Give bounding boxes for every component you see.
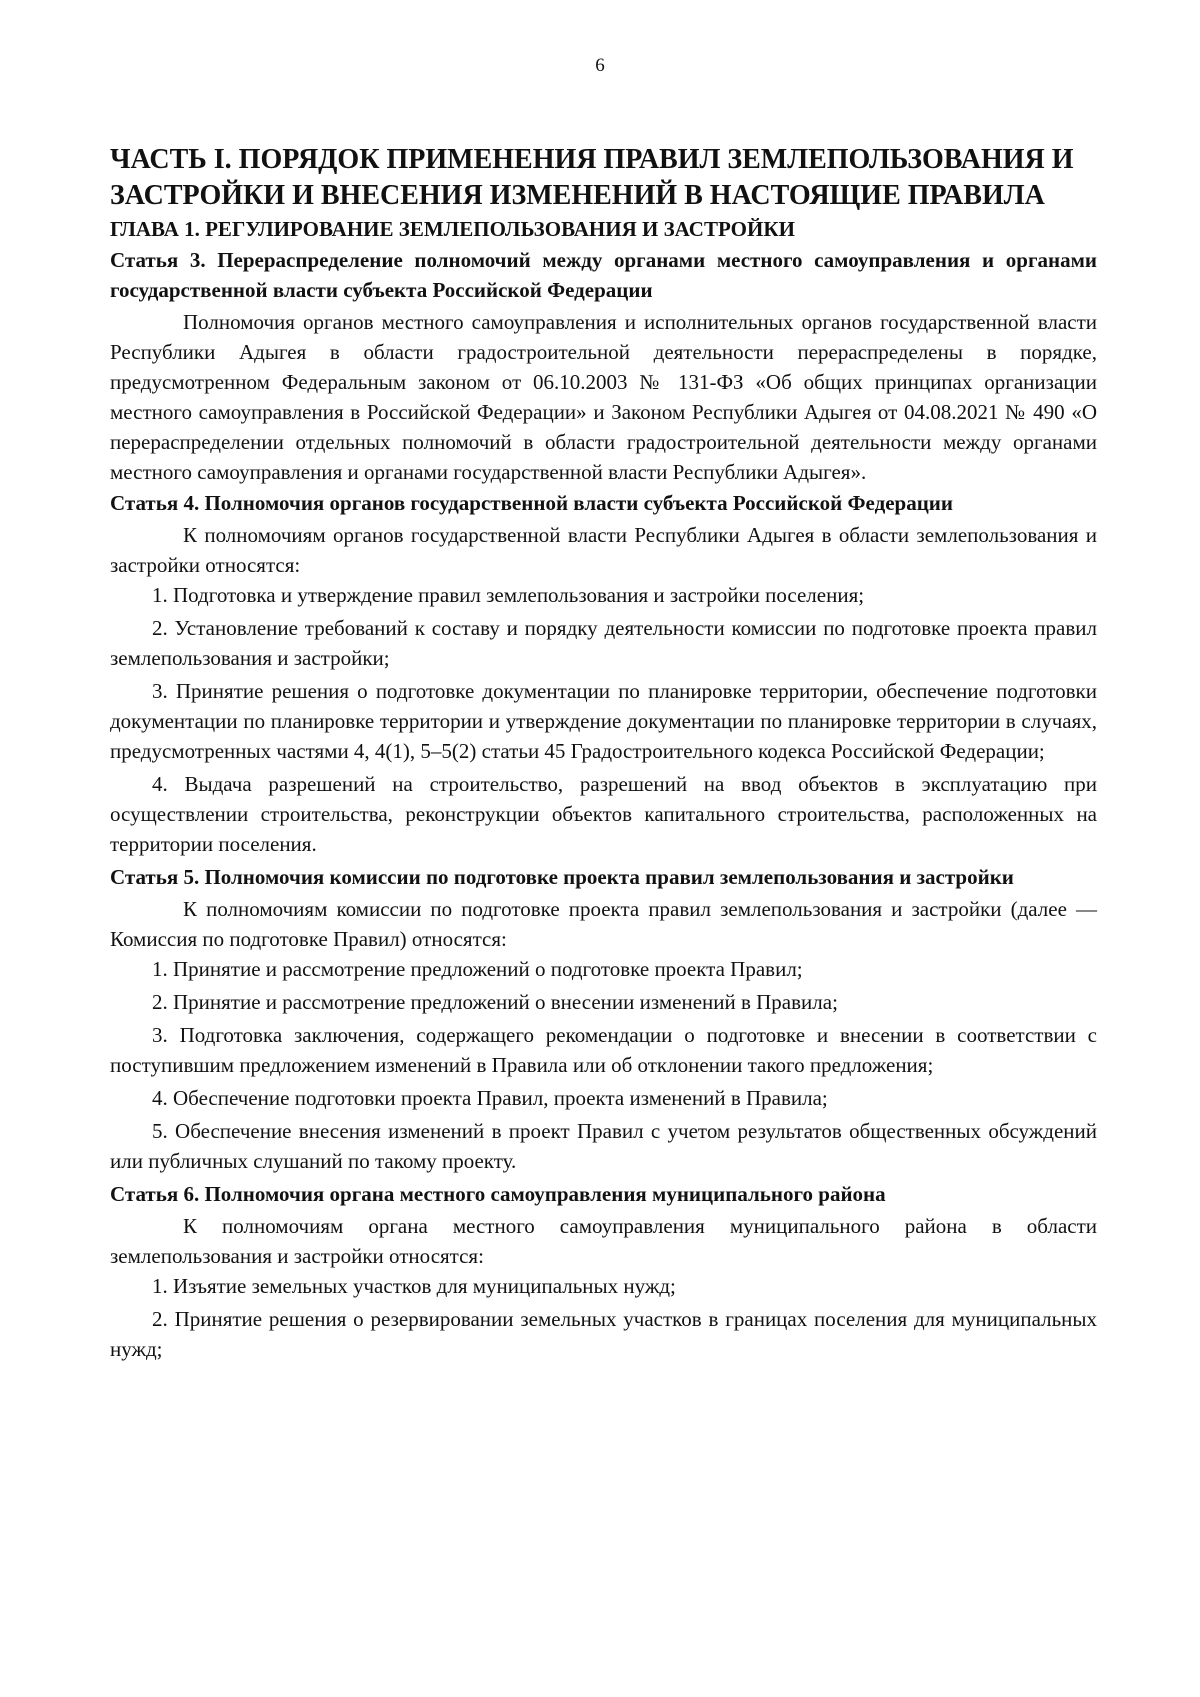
article-title: Статья 5. Полномочия комиссии по подготовке проекта правил землепользования и застройки	[110, 865, 1014, 889]
list-item: 2. Установление требований к составу и порядку деятельности комиссии по подготовке проекта правил землепользования и застройки;	[110, 616, 1097, 670]
list-item: 1. Подготовка и утверждение правил землепользования и застройки поселения;	[152, 583, 865, 607]
list-item: 3. Принятие решения о подготовке документации по планировке территории, обеспечение подготовки документации по планировке территории и утверждение документации по планировке территории в случаях, предусмотренных частями 4, 4(1), 5–5(2) статьи 45 Градостроительного кодекса Российской Федерации;	[110, 679, 1097, 763]
article-intro: К полномочиям органов государственной власти Республики Адыгея в области землепользования и застройки относятся:	[110, 523, 1097, 577]
article-intro: К полномочиям органа местного самоуправления муниципального района в области землепользования и застройки относятся:	[110, 1214, 1097, 1268]
part-title: ЧАСТЬ I. ПОРЯДОК ПРИМЕНЕНИЯ ПРАВИЛ ЗЕМЛЕПОЛЬЗОВАНИЯ И ЗАСТРОЙКИ И ВНЕСЕНИЯ ИЗМЕНЕНИЙ В НАСТОЯЩИЕ ПРАВИЛА	[110, 144, 1074, 211]
list-item: 5. Обеспечение внесения изменений в проект Правил с учетом результатов общественных обсуждений или публичных слушаний по такому проекту.	[110, 1119, 1097, 1173]
article-4	[110, 488, 1097, 859]
article-title: Статья 3. Перераспределение полномочий между органами местного самоуправления и органами государственной власти субъекта Российской Федерации	[110, 248, 1097, 302]
page-number: 6	[595, 55, 605, 76]
article-intro: К полномочиям комиссии по подготовке проекта правил землепользования и застройки (далее — Комиссия по подготовке Правил) относятся:	[110, 897, 1097, 951]
list-item: 4. Выдача разрешений на строительство, разрешений на ввод объектов в эксплуатацию при осуществлении строительства, реконструкции объектов капитального строительства, расположенных на территории поселения.	[110, 772, 1097, 856]
article-6	[110, 1179, 1097, 1364]
chapter-title: ГЛАВА 1. РЕГУЛИРОВАНИЕ ЗЕМЛЕПОЛЬЗОВАНИЯ И ЗАСТРОЙКИ	[110, 217, 795, 241]
article-3	[110, 245, 1097, 487]
list-item: 3. Подготовка заключения, содержащего рекомендации о подготовке и внесении в соответствии с поступившим предложением изменений в Правила или об отклонении такого предложения;	[110, 1023, 1097, 1077]
list-item: 2. Принятие решения о резервировании земельных участков в границах поселения для муниципальных нужд;	[110, 1307, 1097, 1361]
list-item: 4. Обеспечение подготовки проекта Правил, проекта изменений в Правила;	[152, 1086, 828, 1110]
article-5	[110, 862, 1097, 1176]
list-item: 2. Принятие и рассмотрение предложений о внесении изменений в Правила;	[152, 990, 838, 1014]
document-body	[110, 142, 1097, 1367]
article-intro: Полномочия органов местного самоуправления и исполнительных органов государственной власти Республики Адыгея в области градостроительной деятельности перераспределены в порядке, предусмотренном Федеральным законом от 06.10.2003 № 131-ФЗ «Об общих принципах организации местного самоуправления в Российской Федерации» и Законом Республики Адыгея от 04.08.2021 № 490 «О перераспределении отдельных полномочий в области градостроительной деятельности между органами местного самоуправления и органами государственной власти Республики Адыгея».	[110, 310, 1097, 484]
list-item: 1. Принятие и рассмотрение предложений о подготовке проекта Правил;	[152, 957, 803, 981]
list-item: 1. Изъятие земельных участков для муниципальных нужд;	[152, 1274, 676, 1298]
article-title: Статья 6. Полномочия органа местного самоуправления муниципального района	[110, 1182, 886, 1206]
article-title: Статья 4. Полномочия органов государственной власти субъекта Российской Федерации	[110, 491, 953, 515]
